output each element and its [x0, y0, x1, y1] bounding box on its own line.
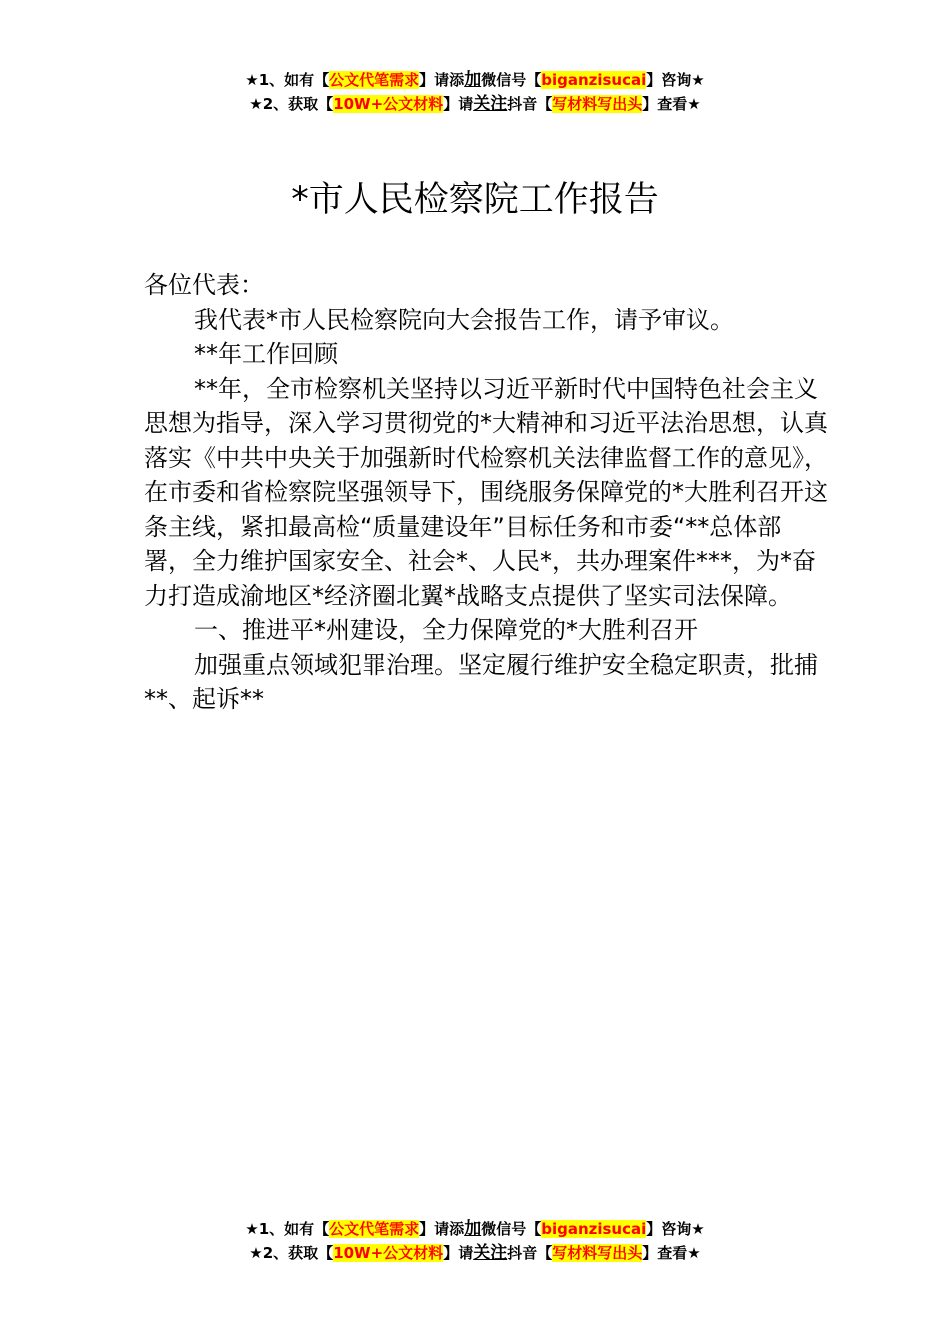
banner-emphasis: 关注	[473, 94, 508, 114]
banner-text: 微信号【	[481, 71, 542, 89]
banner-text: ★1、如有【	[245, 1220, 330, 1238]
banner-text: 】查看★	[642, 95, 701, 113]
banner-text: 】咨询★	[646, 71, 705, 89]
banner-text: 微信号【	[481, 1220, 542, 1238]
banner-text: 】咨询★	[646, 1220, 705, 1238]
highlight-wechat-id: biganzisucai	[541, 71, 647, 89]
banner-line-2	[0, 92, 950, 116]
banner-text: ★1、如有【	[245, 71, 330, 89]
banner-text: 】查看★	[642, 1244, 701, 1262]
banner-text: 】请	[443, 95, 474, 113]
highlight-materials: 10W+公文材料	[333, 95, 444, 113]
section-heading: 一、推进平*州建设，全力保障党的*大胜利召开	[194, 616, 698, 644]
banner-text: ★2、获取【	[249, 1244, 334, 1262]
header-banner	[0, 68, 950, 116]
banner-text: 抖音【	[507, 95, 553, 113]
page-title: *市人民检察院工作报告	[291, 180, 659, 220]
highlight-service: 公文代笔需求	[329, 1220, 420, 1238]
banner-emphasis: 关注	[473, 1243, 508, 1263]
highlight-service: 公文代笔需求	[329, 71, 420, 89]
banner-line-1	[0, 1217, 950, 1241]
banner-emphasis: 加	[464, 70, 482, 90]
banner-text: 】请添	[419, 71, 465, 89]
banner-text: 】请	[443, 1244, 474, 1262]
highlight-douyin-account: 写材料写出头	[552, 95, 643, 113]
banner-line-2	[0, 1241, 950, 1265]
banner-line-1	[0, 68, 950, 92]
paragraph: 我代表*市人民检察院向大会报告工作，请予审议。	[194, 305, 734, 334]
banner-emphasis: 加	[464, 1219, 482, 1239]
salutation: 各位代表：	[144, 271, 264, 299]
highlight-wechat-id: biganzisucai	[541, 1220, 647, 1238]
footer-banner	[0, 1217, 950, 1265]
banner-text: 抖音【	[507, 1244, 553, 1262]
paragraph: 加强重点领域犯罪治理。坚定履行维护安全稳定职责，批捕**、起诉**	[144, 650, 818, 713]
highlight-materials: 10W+公文材料	[333, 1244, 444, 1262]
banner-text: ★2、获取【	[249, 95, 334, 113]
highlight-douyin-account: 写材料写出头	[552, 1244, 643, 1262]
document-body	[144, 268, 828, 717]
banner-text: 】请添	[419, 1220, 465, 1238]
section-heading: **年工作回顾	[194, 340, 338, 368]
paragraph: **年，全市检察机关坚持以习近平新时代中国特色社会主义思想为指导，深入学习贯彻党的*大精神和习近平法治思想，认真落实《中共中央关于加强新时代检察机关法律监督工作的意见》，在市委和省检察院坚强领导下，围绕服务保障党的*大胜利召开这条主线，紧扣最高检“质量建设年”目标任务和市委“**总体部署，全力维护国家安全、社会*、人民*，共办理案件***，为*奋力打造成渝地区*经济圈北翼*战略支点提供了坚实司法保障。	[144, 374, 828, 610]
